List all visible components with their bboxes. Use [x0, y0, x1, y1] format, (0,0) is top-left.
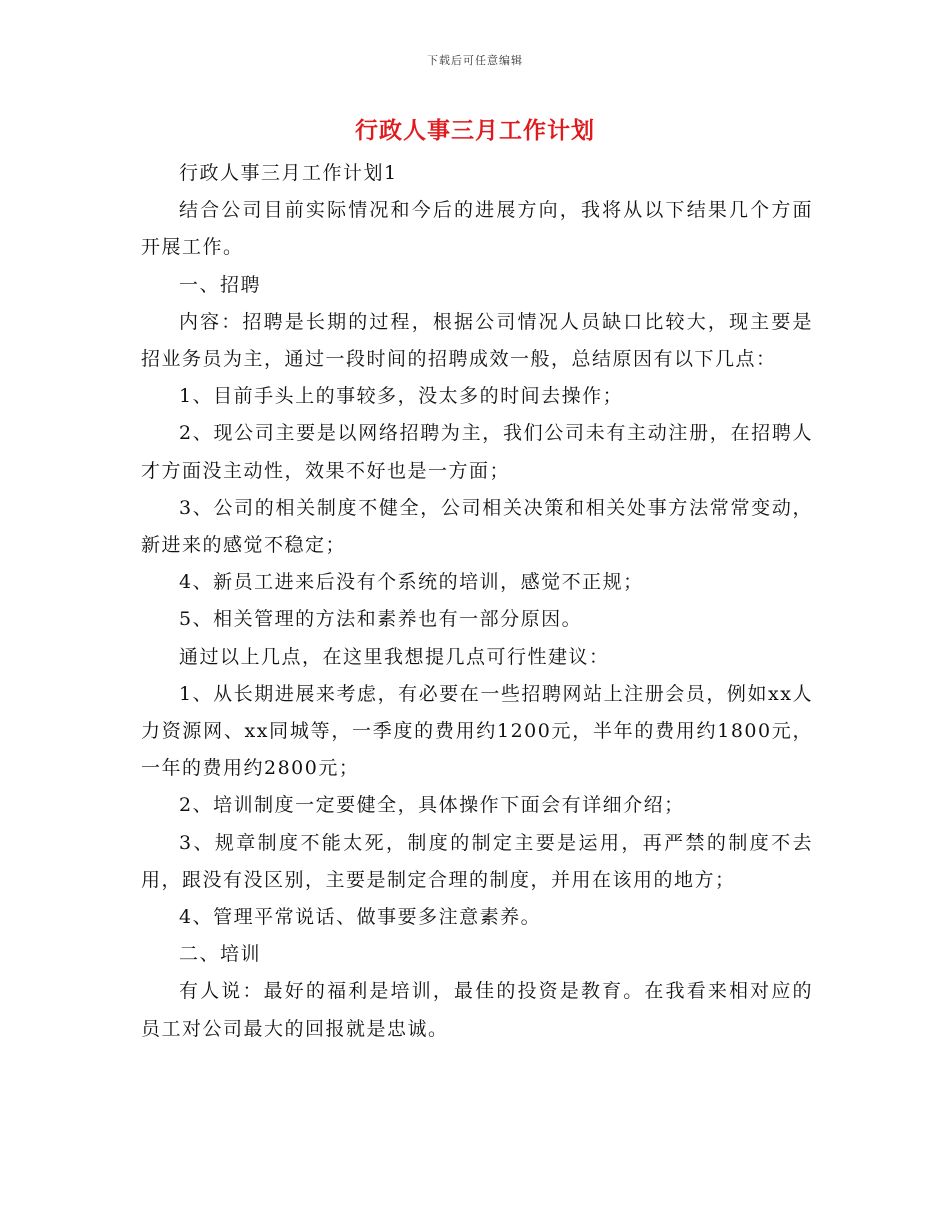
header-note: 下载后可任意编辑 [427, 54, 523, 67]
paragraph-recruitment-content: 内容：招聘是长期的过程，根据公司情况人员缺口比较大，现主要是招业务员为主，通过一段时间的招聘成效一般，总结原因有以下几点： [141, 310, 813, 371]
document-body [141, 155, 813, 1048]
list-item-suggestion-4: 4、管理平常说话、做事要多注意素养。 [179, 906, 542, 929]
list-item-reason-3: 3、公司的相关制度不健全，公司相关决策和相关处事方法常常变动，新进来的感觉不稳定； [141, 496, 813, 557]
paragraph-subtitle: 行政人事三月工作计划1 [179, 162, 398, 184]
list-item-suggestion-3: 3、规章制度不能太死，制度的制定主要是运用，再严禁的制度不去用，跟没有没区别，主要是制定合理的制度，并用在该用的地方； [141, 831, 813, 891]
paragraph-suggestions-intro: 通过以上几点，在这里我想提几点可行性建议： [179, 645, 610, 668]
list-item-reason-5: 5、相关管理的方法和素养也有一部分原因。 [179, 608, 583, 631]
section-heading-training: 二、培训 [179, 943, 262, 966]
section-heading-recruitment: 一、招聘 [179, 273, 262, 296]
paragraph-intro: 结合公司目前实际情况和今后的进展方向，我将从以下结果几个方面开展工作。 [141, 199, 813, 259]
list-item-suggestion-2: 2、培训制度一定要健全，具体操作下面会有详细介绍； [179, 794, 685, 817]
paragraph-training-content: 有人说：最好的福利是培训，最佳的投资是教育。在我看来相对应的员工对公司最大的回报就是忠诚。 [141, 980, 813, 1040]
list-item-suggestion-1: 1、从长期进展来考虑，有必要在一些招聘网站上注册会员，例如xx人力资源网、xx同城等，一季度的费用约1200元，半年的费用约1800元，一年的费用约2800元； [141, 682, 813, 780]
list-item-reason-1: 1、目前手头上的事较多，没太多的时间去操作； [179, 385, 624, 408]
document-title: 行政人事三月工作计划 [355, 117, 595, 144]
list-item-reason-4: 4、新员工进来后没有个系统的培训，感觉不正规； [179, 571, 644, 594]
list-item-reason-2: 2、现公司主要是以网络招聘为主，我们公司未有主动注册，在招聘人才方面没主动性，效果不好也是一方面； [141, 422, 813, 482]
